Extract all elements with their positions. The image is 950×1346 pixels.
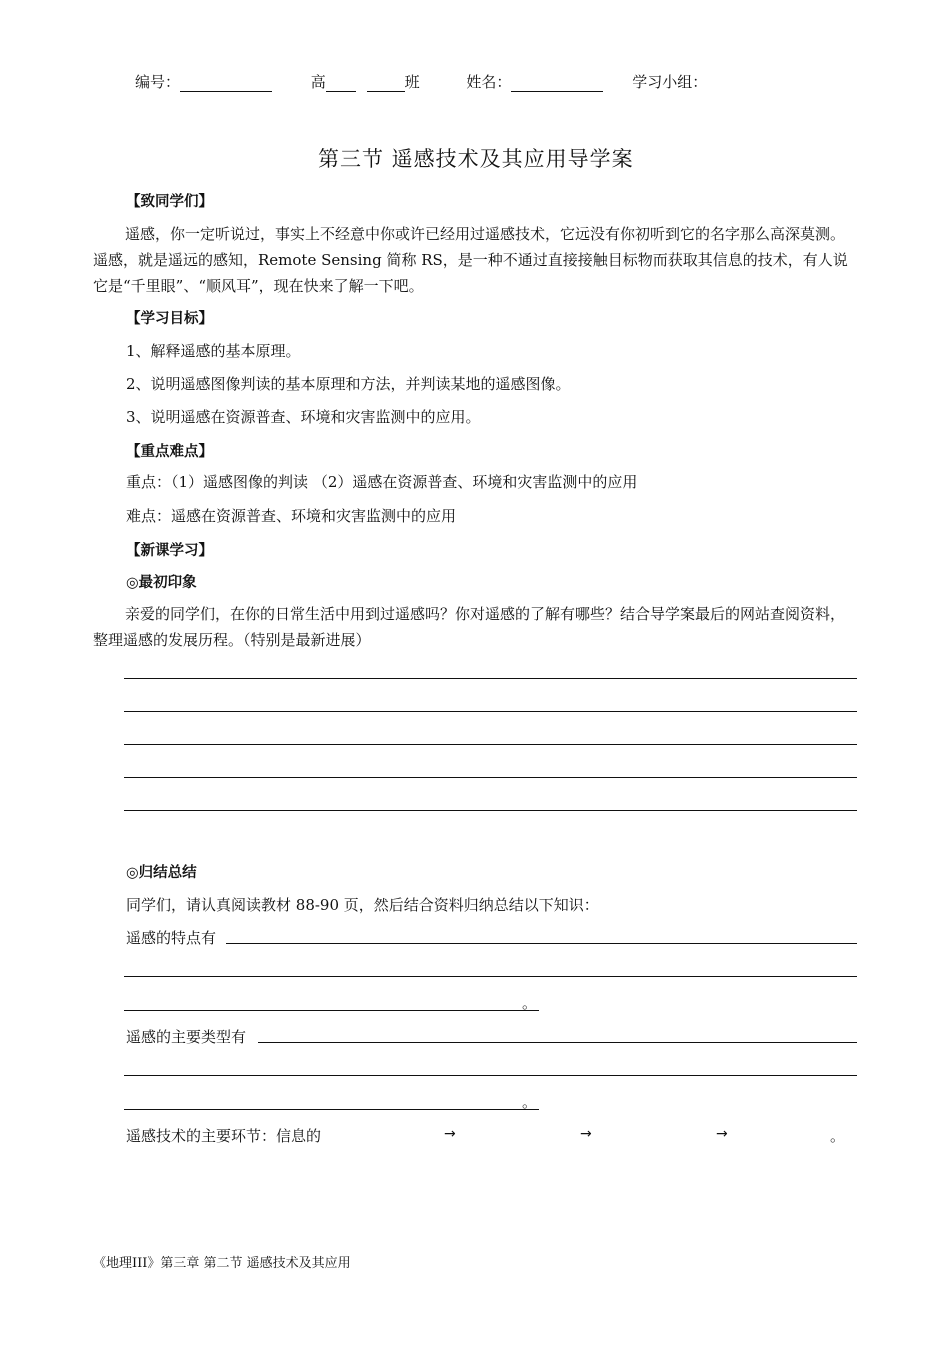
first-impression-text: 亲爱的同学们，在你的日常生活中用到过遥感吗？你对遥感的了解有哪些？结合导学案最后的网站查阅资料，整理遥感的发展历程。（特别是最新进展） <box>93 605 846 649</box>
number-label: 编号： <box>135 73 181 91</box>
number-field[interactable] <box>180 75 272 92</box>
page-title: 第三节 遥感技术及其应用导学案 <box>318 147 634 171</box>
group-label: 学习小组： <box>632 73 708 91</box>
class-label: 班 <box>404 73 420 91</box>
arrow-icon: → <box>444 1126 456 1142</box>
summary-intro: 同学们，请认真阅读教材 88-90 页，然后结合资料归纳总结以下知识： <box>126 896 599 914</box>
features-field-line-1[interactable] <box>226 943 857 944</box>
types-period: 。 <box>522 1093 538 1111</box>
difficulty-text: 难点：遥感在资源普查、环境和灾害监测中的应用 <box>126 507 457 525</box>
page-footer: 《地理III》第三章 第二节 遥感技术及其应用 <box>93 1256 351 1271</box>
answer-line-1[interactable] <box>124 678 857 679</box>
answer-line-5[interactable] <box>124 810 857 811</box>
types-field-line-1[interactable] <box>258 1042 857 1043</box>
goal-item-3: 3、说明遥感在资源普查、环境和灾害监测中的应用。 <box>126 408 481 426</box>
name-label: 姓名： <box>466 73 512 91</box>
first-impression-heading: ◎最初印象 <box>126 575 197 591</box>
features-field-line-2[interactable] <box>124 976 857 977</box>
goal-item-1: 1、解释遥感的基本原理。 <box>126 342 301 360</box>
grade-label: 高 <box>310 73 326 91</box>
newlesson-heading: 【新课学习】 <box>126 543 213 559</box>
grade-field[interactable] <box>326 75 356 92</box>
steps-end-period: 。 <box>830 1127 846 1145</box>
types-field-line-2[interactable] <box>124 1075 857 1076</box>
goals-heading: 【学习目标】 <box>126 311 213 327</box>
greeting-heading: 【致同学们】 <box>126 194 213 210</box>
key-point-text: 重点：（1）遥感图像的判读 （2）遥感在资源普查、环境和灾害监测中的应用 <box>126 473 638 491</box>
class-field[interactable] <box>367 75 405 92</box>
features-label: 遥感的特点有 <box>126 929 217 947</box>
answer-line-4[interactable] <box>124 777 857 778</box>
arrow-icon: → <box>580 1126 592 1142</box>
summary-heading: ◎归结总结 <box>126 865 197 881</box>
types-label: 遥感的主要类型有 <box>126 1028 247 1046</box>
features-period: 。 <box>522 994 538 1012</box>
steps-label: 遥感技术的主要环节：信息的 <box>126 1127 322 1145</box>
types-field-line-3[interactable] <box>124 1109 539 1110</box>
answer-line-2[interactable] <box>124 711 857 712</box>
arrow-icon: → <box>716 1126 728 1142</box>
name-field[interactable] <box>511 75 603 92</box>
header-info-row <box>135 71 707 92</box>
features-field-line-3[interactable] <box>124 1010 539 1011</box>
goal-item-2: 2、说明遥感图像判读的基本原理和方法，并判读某地的遥感图像。 <box>126 375 571 393</box>
keypoints-heading: 【重点难点】 <box>126 444 213 460</box>
answer-line-3[interactable] <box>124 744 857 745</box>
greeting-text: 遥感，你一定听说过，事实上不经意中你或许已经用过遥感技术，它远没有你初听到它的名字那么高深莫测。遥感，就是遥远的感知，Remote Sensing 简称 RS，是一种不通过直接接触目标物而获取其信息的技术，有人说它是“千里眼”、“顺风耳”，现在快来了解一下吧。 <box>93 225 848 295</box>
